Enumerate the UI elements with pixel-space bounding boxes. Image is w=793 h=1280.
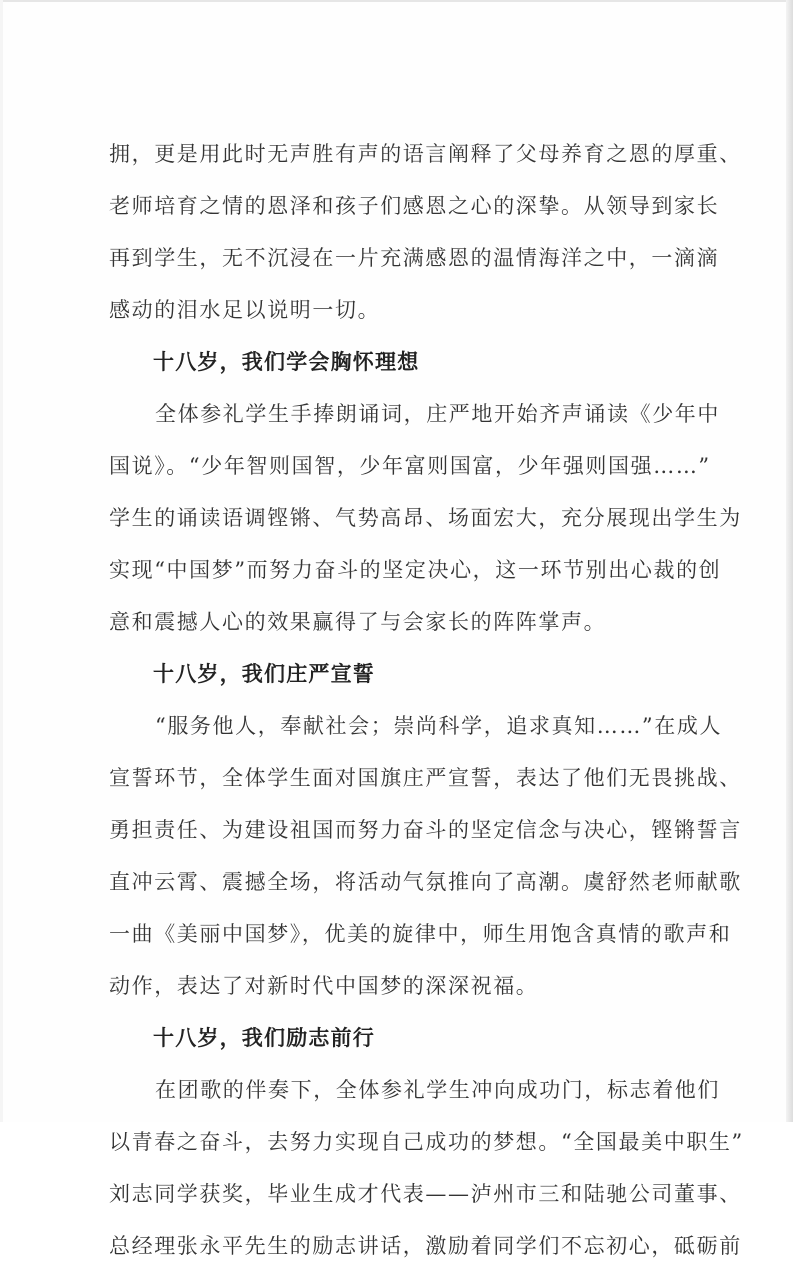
scan-edge-left (0, 0, 3, 1122)
paragraph-line: 刘志同学获奖，毕业生成才代表——泸州市三和陆驰公司董事、 (109, 1182, 742, 1206)
paragraph-line: 感动的泪水足以说明一切。 (109, 298, 381, 322)
paragraph-line: 再到学生，无不沉浸在一片充满感恩的温情海洋之中，一滴滴 (109, 246, 720, 270)
paragraph-line: 勇担责任、为建设祖国而努力奋斗的坚定信念与决心，铿锵誓言 (109, 818, 742, 842)
paragraph-line: 宣誓环节，全体学生面对国旗庄严宣誓，表达了他们无畏挑战、 (109, 766, 742, 790)
scan-edge-top (0, 0, 793, 2)
paragraph-line: 意和震撼人心的效果赢得了与会家长的阵阵掌声。 (109, 610, 607, 634)
paragraph-line: “服务他人，奉献社会；崇尚科学，追求真知……”在成人 (155, 714, 723, 738)
paragraph-line: 总经理张永平先生的励志讲话，激励着同学们不忘初心，砥砺前 (109, 1234, 742, 1258)
paragraph-line: 全体参礼学生手捧朗诵词，庄严地开始齐声诵读《少年中 (155, 402, 720, 426)
paragraph-line: 拥，更是用此时无声胜有声的语言阐释了父母养育之恩的厚重、 (109, 142, 742, 166)
paragraph-line: 学生的诵读语调铿锵、气势高昂、场面宏大，充分展现出学生为 (109, 506, 742, 530)
paragraph-line: 动作，表达了对新时代中国梦的深深祝福。 (109, 974, 539, 998)
paragraph-line: 以青春之奋斗，去努力实现自己成功的梦想。“全国最美中职生” (109, 1130, 744, 1154)
paragraph-line: 实现“中国梦”而努力奋斗的坚定决心，这一环节别出心裁的创 (109, 558, 722, 582)
paragraph-line: 老师培育之情的恩泽和孩子们感恩之心的深挚。从领导到家长 (109, 194, 720, 218)
section-heading-oath: 十八岁，我们庄严宣誓 (153, 662, 375, 686)
paragraph-line: 一曲《美丽中国梦》，优美的旋律中，师生用饱含真情的歌声和 (109, 922, 732, 946)
section-heading-aspiration: 十八岁，我们励志前行 (153, 1026, 375, 1050)
paragraph-line: 直冲云霄、震撼全场，将活动气氛推向了高潮。虞舒然老师献歌 (109, 870, 742, 894)
paragraph-line: 在团歌的伴奏下，全体参礼学生冲向成功门，标志着他们 (155, 1078, 720, 1102)
section-heading-ideals: 十八岁，我们学会胸怀理想 (153, 350, 420, 374)
article-body (109, 136, 744, 1280)
paragraph-line: 国说》。“少年智则国智，少年富则国富，少年强则国强……” (109, 454, 711, 478)
scan-edge-right (786, 0, 793, 1122)
